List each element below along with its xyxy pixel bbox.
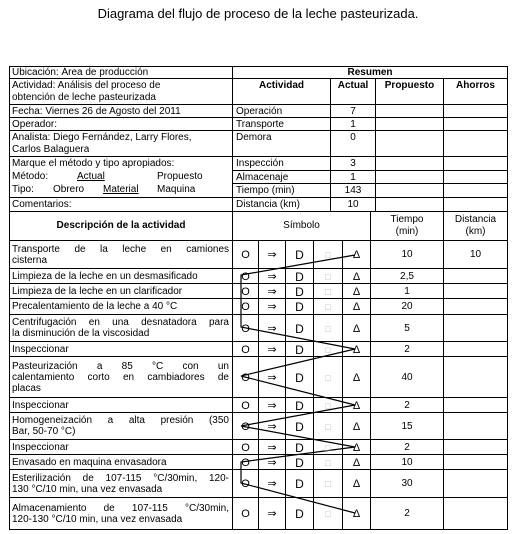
delay-d-icon: D	[295, 285, 304, 299]
operation-symbol-icon: O	[241, 400, 250, 412]
activity-time: 10	[401, 249, 413, 260]
summary-col-savings: Ahorros	[456, 80, 495, 91]
inspection-square-icon: □	[325, 272, 331, 282]
activity-description: Esterilización de 107-115 °C/30min, 120-	[12, 473, 229, 484]
inspection-square-icon: □	[325, 509, 331, 519]
method-option-actual: Actual	[77, 171, 105, 182]
summary-row-actual: 10	[347, 199, 359, 210]
activity-time: 2,5	[400, 271, 414, 282]
inspection-square-icon: □	[325, 324, 331, 334]
type-option-machine: Maquina	[157, 184, 196, 195]
operation-symbol-icon: O	[241, 442, 250, 454]
activity-description: Inspeccionar	[12, 400, 69, 411]
delay-d-icon: D	[295, 270, 304, 284]
operation-symbol-icon: O	[241, 271, 250, 283]
storage-triangle-icon: Δ	[352, 508, 361, 520]
summary-row-actual: 7	[350, 106, 356, 117]
activity-description: Precalentamiento de la leche a 40 °C	[12, 301, 178, 312]
info-analyst-line1: Analista: Diego Fernández, Larry Flores,	[12, 132, 192, 143]
info-operator: Operador:	[12, 119, 58, 130]
info-analyst-line2: Carlos Balaguera	[12, 144, 90, 155]
transport-arrow-icon: ⇒	[267, 421, 277, 433]
summary-row-actual: 3	[350, 158, 356, 169]
operation-symbol-icon: O	[241, 323, 250, 335]
info-method-prompt: Marque el método y tipo apropiados:	[12, 158, 175, 169]
delay-d-icon: D	[295, 399, 304, 413]
transport-arrow-icon: ⇒	[267, 271, 277, 283]
inspection-square-icon: □	[325, 287, 331, 297]
info-activity-line2: obtención de leche pasteurizada	[12, 92, 156, 103]
transport-arrow-icon: ⇒	[267, 286, 277, 298]
inspection-square-icon: □	[325, 302, 331, 312]
transport-arrow-icon: ⇒	[267, 400, 277, 412]
activity-time: 2	[404, 508, 410, 519]
activity-description: Transporte de la leche en camiones	[12, 244, 229, 255]
activity-time: 2	[404, 442, 410, 453]
summary-col-proposed: Propuesto	[384, 80, 435, 91]
col-time-header-line1: Tiempo	[390, 214, 424, 225]
operation-symbol-icon: O	[241, 372, 250, 384]
transport-arrow-icon: ⇒	[267, 323, 277, 335]
info-activity-line1: Actividad: Análisis del proceso de	[12, 80, 161, 91]
storage-triangle-icon: Δ	[352, 478, 361, 490]
operation-symbol-icon: O	[241, 457, 250, 469]
activity-time: 1	[404, 286, 410, 297]
activity-time: 15	[401, 421, 413, 432]
activity-description: la disminución de la viscosidad	[12, 328, 150, 339]
activity-time: 2	[404, 344, 410, 355]
info-date: Fecha: Viernes 26 de Agosto del 2011	[12, 106, 181, 117]
storage-triangle-icon: Δ	[352, 400, 361, 412]
type-option-worker: Obrero	[53, 184, 85, 195]
summary-header: Resumen	[347, 67, 393, 78]
activity-time: 5	[404, 323, 410, 334]
activity-description: Almacenamiento de 107-115 °C/30min,	[12, 503, 229, 514]
delay-d-icon: D	[295, 507, 304, 521]
transport-arrow-icon: ⇒	[267, 442, 277, 454]
delay-d-icon: D	[295, 300, 304, 314]
storage-triangle-icon: Δ	[352, 372, 361, 384]
activity-description: Homogeneización a alta presión (350	[12, 415, 229, 426]
operation-symbol-icon: O	[241, 286, 250, 298]
activity-description: 120-130 °C/10 min, una vez envasada	[12, 514, 183, 525]
delay-d-icon: D	[295, 371, 304, 385]
activity-description: Bar, 50-70 °C)	[12, 426, 76, 437]
summary-row-label: Almacenaje	[236, 172, 289, 183]
summary-row-actual: 0	[350, 132, 356, 143]
storage-triangle-icon: Δ	[352, 271, 361, 283]
delay-d-icon: D	[295, 322, 304, 336]
storage-triangle-icon: Δ	[352, 421, 361, 433]
delay-d-icon: D	[295, 477, 304, 491]
inspection-square-icon: □	[325, 401, 331, 411]
activity-description: Inspeccionar	[12, 442, 69, 453]
storage-triangle-icon: Δ	[352, 442, 361, 454]
info-location: Ubicación: Área de producción	[12, 67, 149, 78]
summary-col-actual: Actual	[337, 80, 369, 91]
storage-triangle-icon: Δ	[352, 344, 361, 356]
activity-description: Limpieza de la leche en un desmasificado	[12, 271, 198, 282]
type-option-material: Material	[103, 184, 139, 195]
operation-symbol-icon: O	[241, 508, 250, 520]
col-distance-header-line2: (km)	[465, 226, 486, 237]
delay-d-icon: D	[295, 248, 304, 262]
inspection-square-icon: □	[325, 422, 331, 432]
summary-col-activity: Actividad	[258, 80, 304, 91]
inspection-square-icon: □	[325, 250, 331, 260]
info-type-label: Tipo:	[12, 184, 34, 195]
activity-description: Envasado en maquina envasadora	[12, 457, 167, 468]
activity-description: Centrifugación en una desnatadora para	[12, 317, 229, 328]
inspection-square-icon: □	[325, 345, 331, 355]
inspection-square-icon: □	[325, 479, 331, 489]
transport-arrow-icon: ⇒	[267, 372, 277, 384]
activity-description: calentamiento corto en cambiadores de	[12, 372, 229, 383]
activity-description: Pasteurización a 85 °C con un	[12, 361, 229, 372]
summary-row-label: Tiempo (min)	[236, 185, 295, 196]
activity-time: 2	[404, 400, 410, 411]
operation-symbol-icon: O	[241, 344, 250, 356]
page-title: Diagrama del flujo de proceso de la leche pasteurizada.	[97, 6, 419, 21]
inspection-square-icon: □	[325, 443, 331, 453]
activity-time: 40	[401, 372, 413, 383]
activity-distance: 10	[469, 249, 482, 260]
summary-row-actual: 143	[344, 185, 362, 196]
summary-row-label: Distancia (km)	[236, 199, 300, 210]
activity-time: 10	[401, 457, 413, 468]
info-comments: Comentarios:	[12, 199, 72, 210]
delay-d-icon: D	[295, 441, 304, 455]
info-method-label: Método:	[12, 171, 49, 182]
col-description-header: Descripción de la actividad	[56, 220, 186, 231]
summary-row-label: Operación	[236, 106, 283, 117]
inspection-square-icon: □	[325, 458, 331, 468]
delay-d-icon: D	[295, 456, 304, 470]
inspection-square-icon: □	[325, 373, 331, 383]
storage-triangle-icon: Δ	[352, 286, 361, 298]
transport-arrow-icon: ⇒	[267, 249, 277, 261]
col-symbol-header: Símbolo	[283, 220, 320, 231]
storage-triangle-icon: Δ	[352, 249, 361, 261]
storage-triangle-icon: Δ	[352, 323, 361, 335]
summary-row-label: Transporte	[236, 119, 284, 130]
process-flow-sheet	[9, 64, 508, 530]
col-time-header-line2: (min)	[395, 226, 419, 237]
operation-symbol-icon: O	[241, 421, 250, 433]
summary-row-label: Inspección	[236, 158, 284, 169]
operation-symbol-icon: O	[241, 301, 250, 313]
activity-time: 30	[401, 478, 413, 489]
transport-arrow-icon: ⇒	[267, 301, 277, 313]
summary-row-actual: 1	[350, 172, 356, 183]
operation-symbol-icon: O	[241, 249, 250, 261]
summary-row-label: Demora	[236, 132, 272, 143]
col-distance-header-line1: Distancia	[454, 214, 497, 225]
activity-description: Inspeccionar	[12, 344, 69, 355]
method-option-proposed: Propuesto	[157, 171, 203, 182]
activity-description: Limpieza de la leche en un clarificador	[12, 286, 183, 297]
activity-description: placas	[12, 383, 41, 394]
summary-row-actual: 1	[350, 119, 356, 130]
activity-time: 20	[401, 301, 413, 312]
activity-description: cisterna	[12, 255, 48, 266]
activity-description: 130 °C/10 min, una vez envasada	[12, 484, 163, 495]
transport-arrow-icon: ⇒	[267, 508, 277, 520]
transport-arrow-icon: ⇒	[267, 344, 277, 356]
transport-arrow-icon: ⇒	[267, 478, 277, 490]
operation-symbol-icon: O	[241, 478, 250, 490]
transport-arrow-icon: ⇒	[267, 457, 277, 469]
storage-triangle-icon: Δ	[352, 457, 361, 469]
storage-triangle-icon: Δ	[352, 301, 361, 313]
delay-d-icon: D	[295, 420, 304, 434]
delay-d-icon: D	[295, 343, 304, 357]
